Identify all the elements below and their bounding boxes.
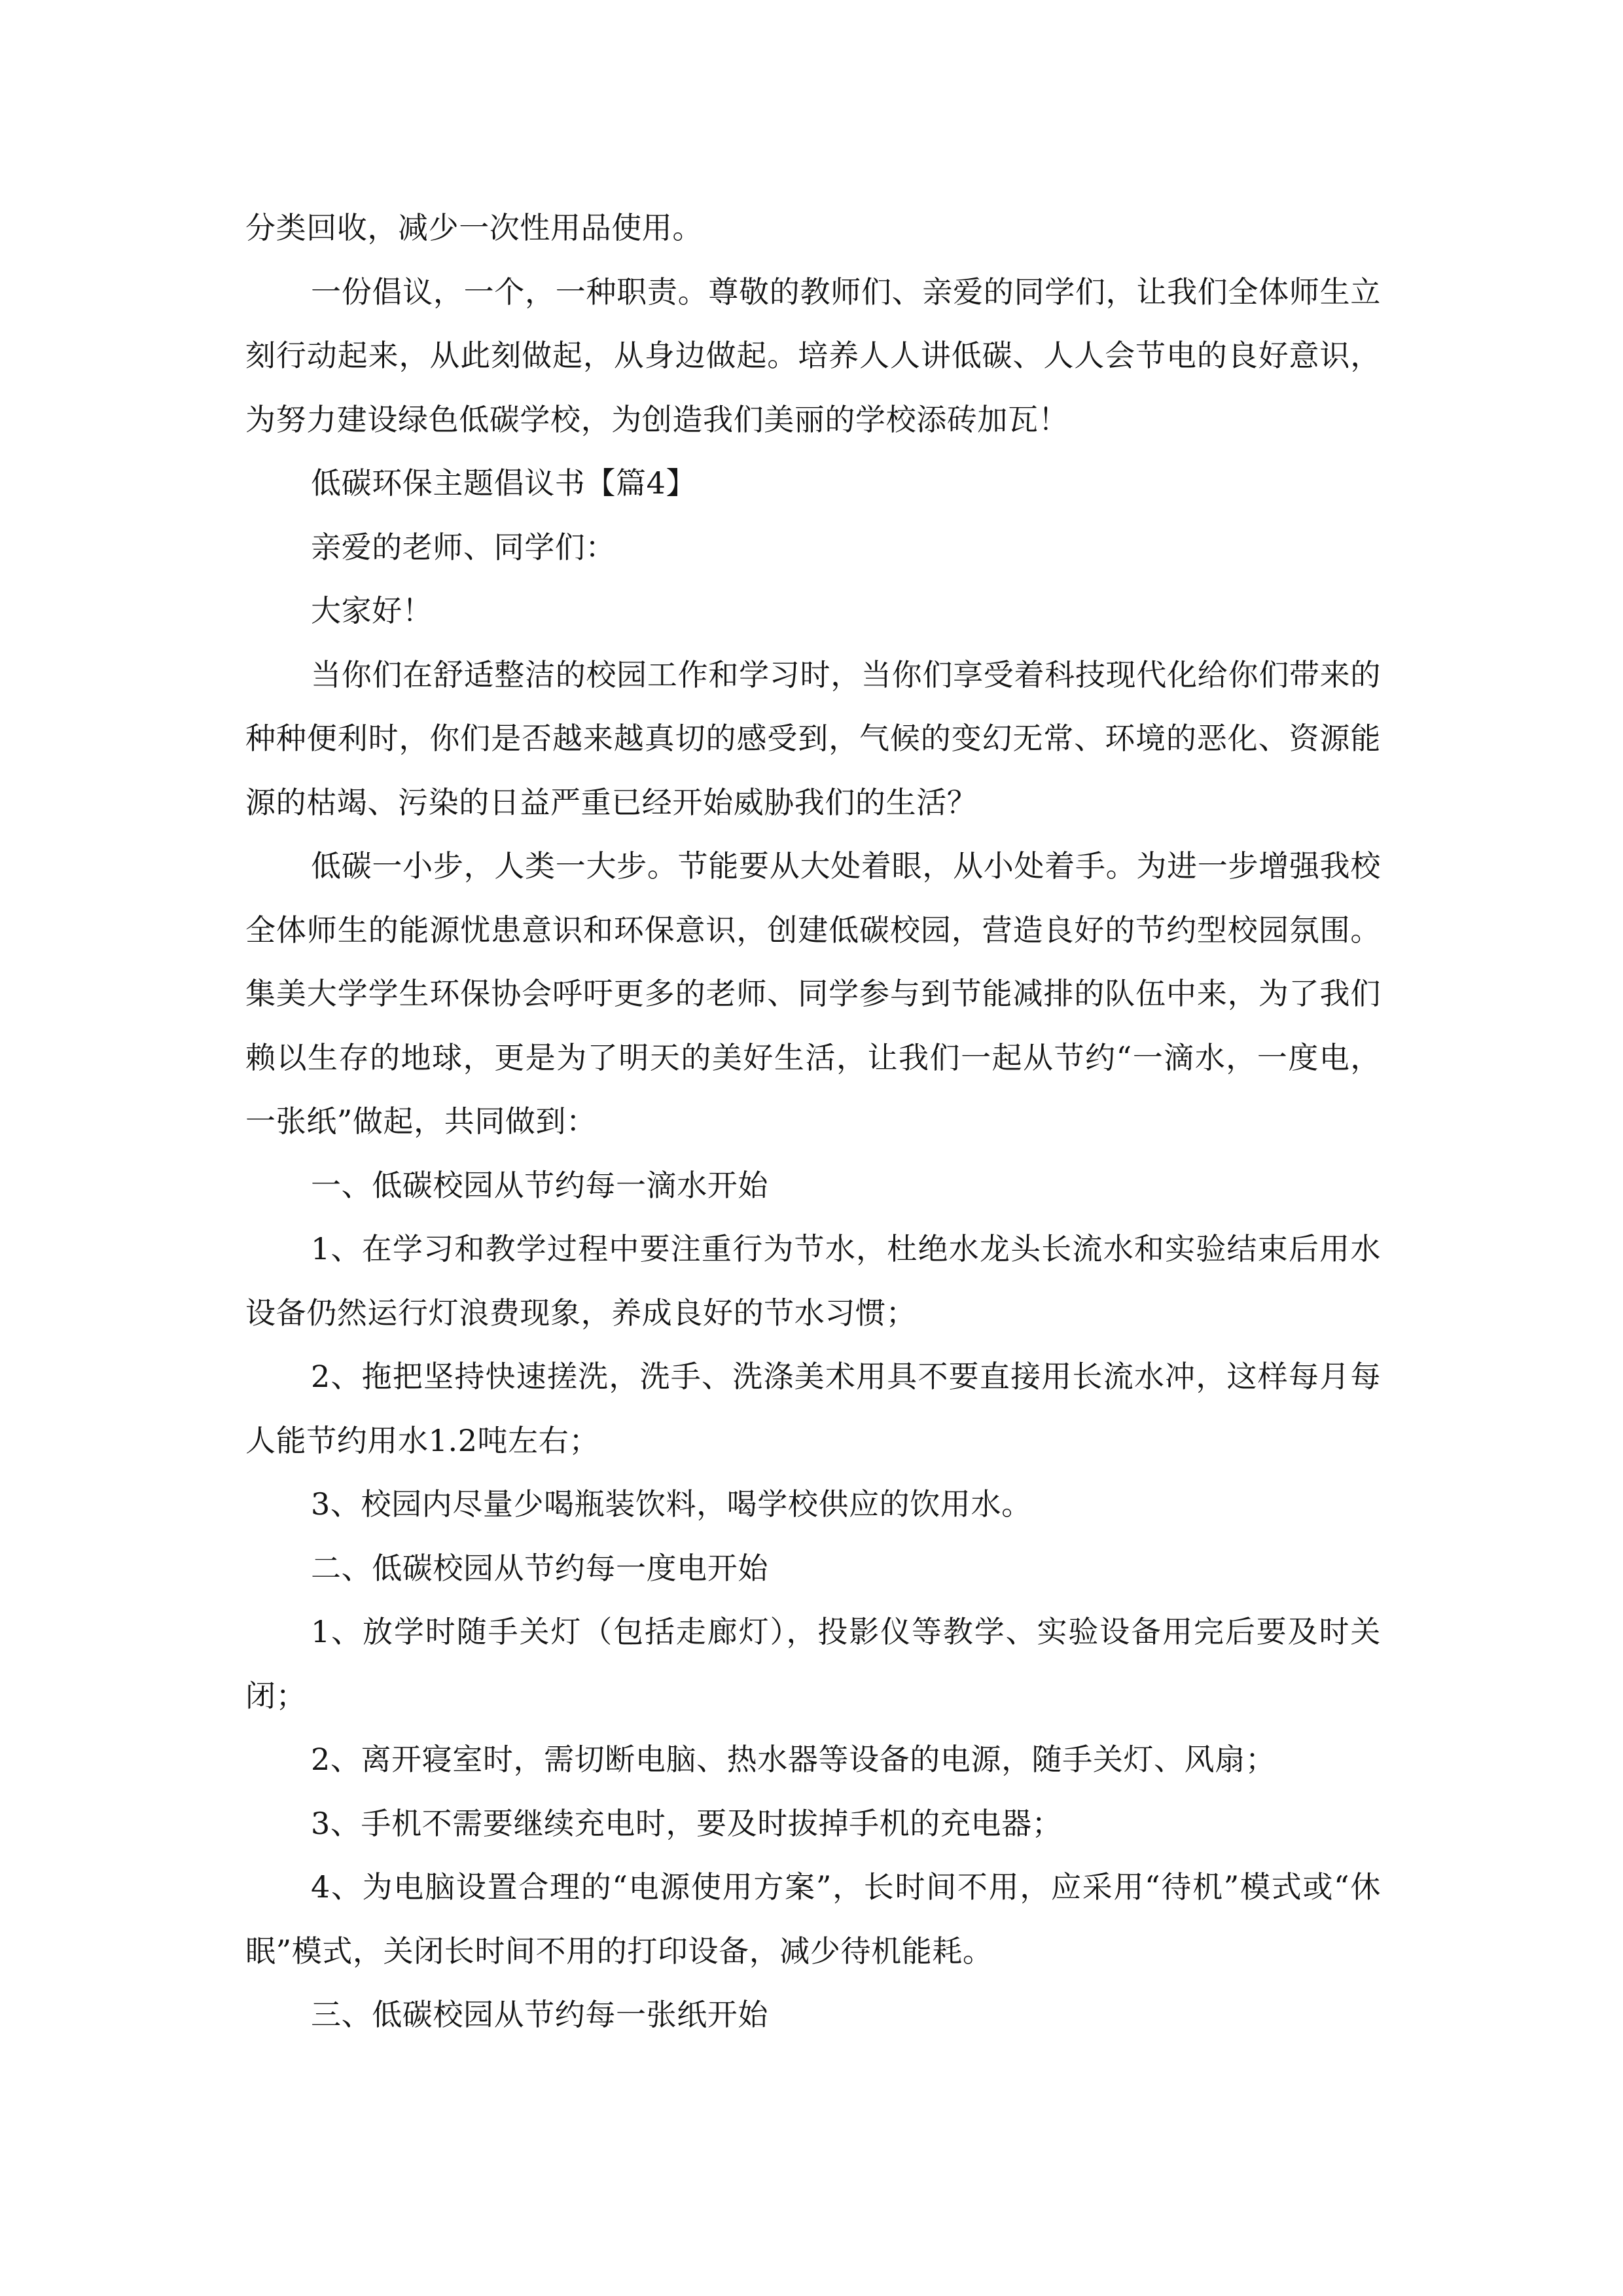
list-item-electricity-1: 1、放学时随手关灯（包括走廊灯），投影仪等教学、实验设备用完后要及时关闭； — [245, 1614, 1381, 1713]
salutation: 亲爱的老师、同学们： — [311, 529, 616, 565]
paragraph-proposal-closing: 一份倡议，一个，一种职责。尊敬的教师们、亲爱的同学们，让我们全体师生立刻行动起来，从此刻做起，从身边做起。培养人人讲低碳、人人会节电的良好意识，为努力建设绿色低碳学校，为创造我们美丽的学校添砖加瓦！ — [245, 274, 1381, 437]
heading-save-water: 一、低碳校园从节约每一滴水开始 — [311, 1167, 768, 1203]
list-item-electricity-3: 3、手机不需要继续充电时，要及时拔掉手机的充电器； — [311, 1805, 1063, 1841]
list-item-water-1: 1、在学习和教学过程中要注重行为节水，杜绝水龙头长流水和实验结束后用水设备仍然运行灯浪费现象，养成良好的节水习惯； — [245, 1231, 1381, 1331]
document-page — [245, 196, 1381, 2047]
list-item-electricity-4: 4、为电脑设置合理的“电源使用方案”，长时间不用，应采用“待机”模式或“休眠”模式，关闭长时间不用的打印设备，减少待机能耗。 — [245, 1869, 1381, 1969]
paragraph-call-to-action: 低碳一小步，人类一大步。节能要从大处着眼，从小处着手。为进一步增强我校全体师生的能源忧患意识和环保意识，创建低碳校园，营造良好的节约型校园氛围。集美大学学生环保协会呼吁更多的老师、同学参与到节能减排的队伍中来，为了我们赖以生存的地球，更是为了明天的美好生活，让我们一起从节约“一滴水，一度电，一张纸”做起，共同做到： — [245, 848, 1381, 1139]
heading-save-electricity: 二、低碳校园从节约每一度电开始 — [311, 1550, 768, 1586]
greeting: 大家好！ — [311, 593, 433, 628]
heading-save-paper: 三、低碳校园从节约每一张纸开始 — [311, 1997, 768, 2032]
section-heading-part-4: 低碳环保主题倡议书【篇4】 — [311, 465, 697, 501]
list-item-electricity-2: 2、离开寝室时，需切断电脑、热水器等设备的电源，随手关灯、风扇； — [311, 1742, 1276, 1777]
list-item-water-2: 2、拖把坚持快速搓洗，洗手、洗涤美术用具不要直接用长流水冲，这样每月每人能节约用水1.2吨左右； — [245, 1359, 1381, 1458]
paragraph-recycling-line: 分类回收，减少一次性用品使用。 — [245, 210, 703, 245]
paragraph-intro: 当你们在舒适整洁的校园工作和学习时，当你们享受着科技现代化给你们带来的种种便利时，你们是否越来越真切的感受到，气候的变幻无常、环境的恶化、资源能源的枯竭、污染的日益严重已经开始威胁我们的生活？ — [245, 656, 1381, 820]
list-item-water-3: 3、校园内尽量少喝瓶装饮料，喝学校供应的饮用水。 — [311, 1486, 1032, 1522]
